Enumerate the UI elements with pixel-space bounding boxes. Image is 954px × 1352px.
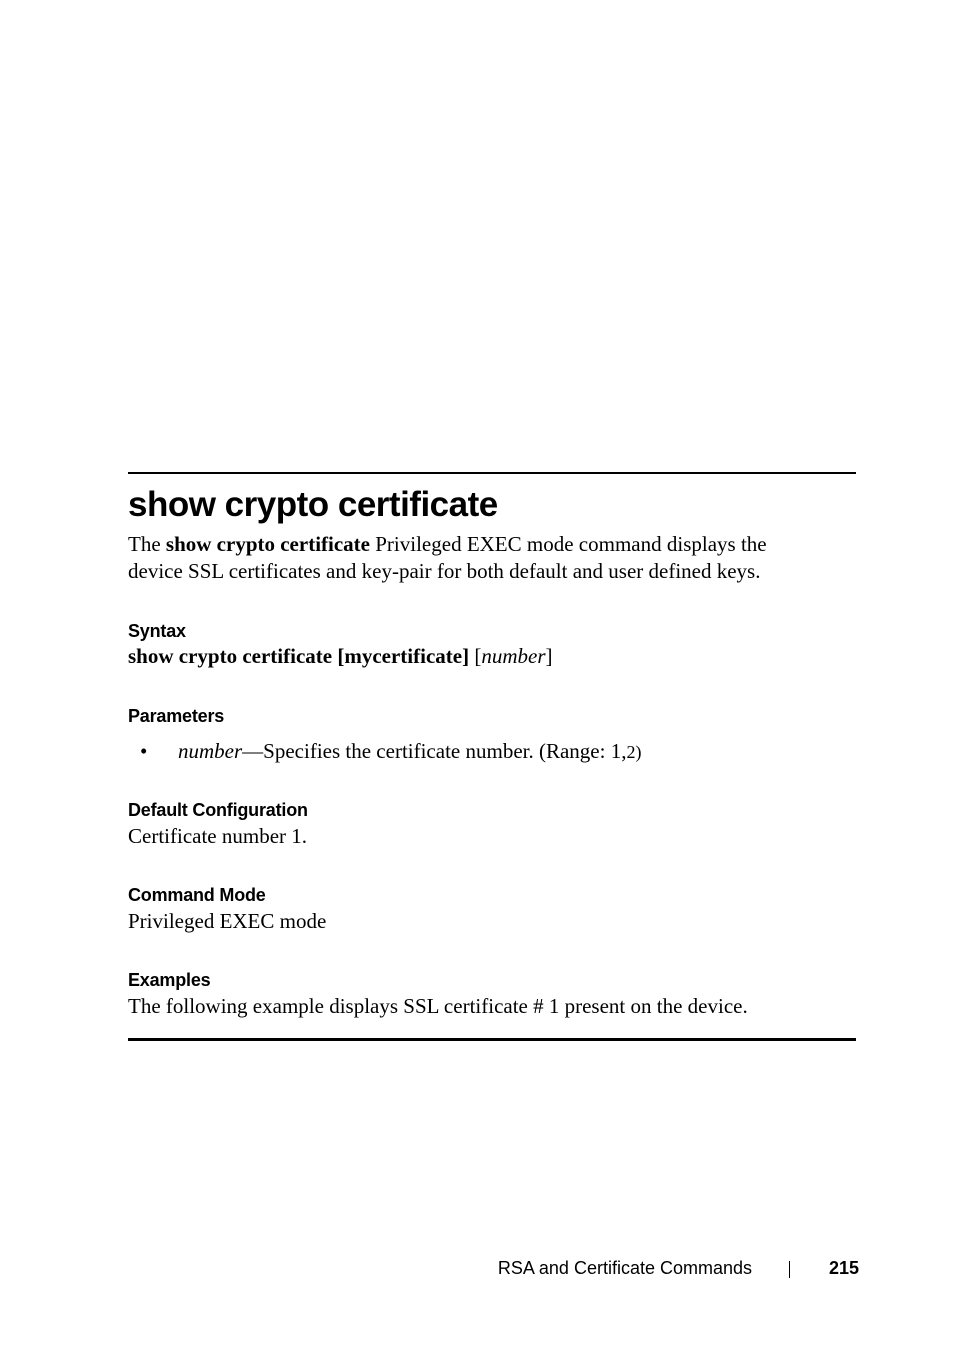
default-configuration-text: Certificate number 1. — [128, 824, 308, 848]
examples-text: The following example displays SSL certificate # 1 present on the device. — [128, 994, 748, 1018]
parameters-heading: Parameters — [128, 706, 225, 726]
syntax-param: number — [481, 644, 546, 668]
parameter-item — [140, 738, 641, 766]
parameter-name: number — [178, 739, 243, 763]
page-title: show crypto certificate — [128, 485, 498, 524]
syntax-line — [128, 643, 553, 670]
intro-prefix: The — [128, 532, 166, 556]
footer-separator — [789, 1261, 790, 1278]
default-configuration-heading: Default Configuration — [128, 800, 308, 820]
intro-command: show crypto certificate — [165, 532, 370, 556]
syntax-close-bracket: ] — [545, 644, 553, 668]
bullet-icon: • — [140, 739, 148, 763]
intro-line1-rest: Privileged EXEC mode command displays the — [370, 532, 767, 556]
intro-paragraph — [128, 531, 767, 585]
syntax-heading: Syntax — [128, 621, 186, 641]
command-mode-heading: Command Mode — [128, 885, 266, 905]
command-mode-text: Privileged EXEC mode — [128, 909, 327, 933]
syntax-option: [mycertificate] — [337, 644, 470, 668]
intro-line2: device SSL certificates and key-pair for both default and user defined keys. — [128, 559, 761, 583]
parameter-description: —Specifies the certificate number. (Range: 1, — [242, 739, 627, 763]
examples-heading: Examples — [128, 970, 211, 990]
parameter-range-end: 2) — [626, 742, 642, 762]
top-rule — [128, 472, 856, 474]
footer-page-number: 215 — [829, 1258, 860, 1278]
syntax-command: show crypto certificate — [128, 644, 333, 668]
bottom-rule — [128, 1038, 856, 1041]
syntax-open-bracket: [ — [474, 644, 482, 668]
footer-section-title: RSA and Certificate Commands — [497, 1258, 752, 1278]
